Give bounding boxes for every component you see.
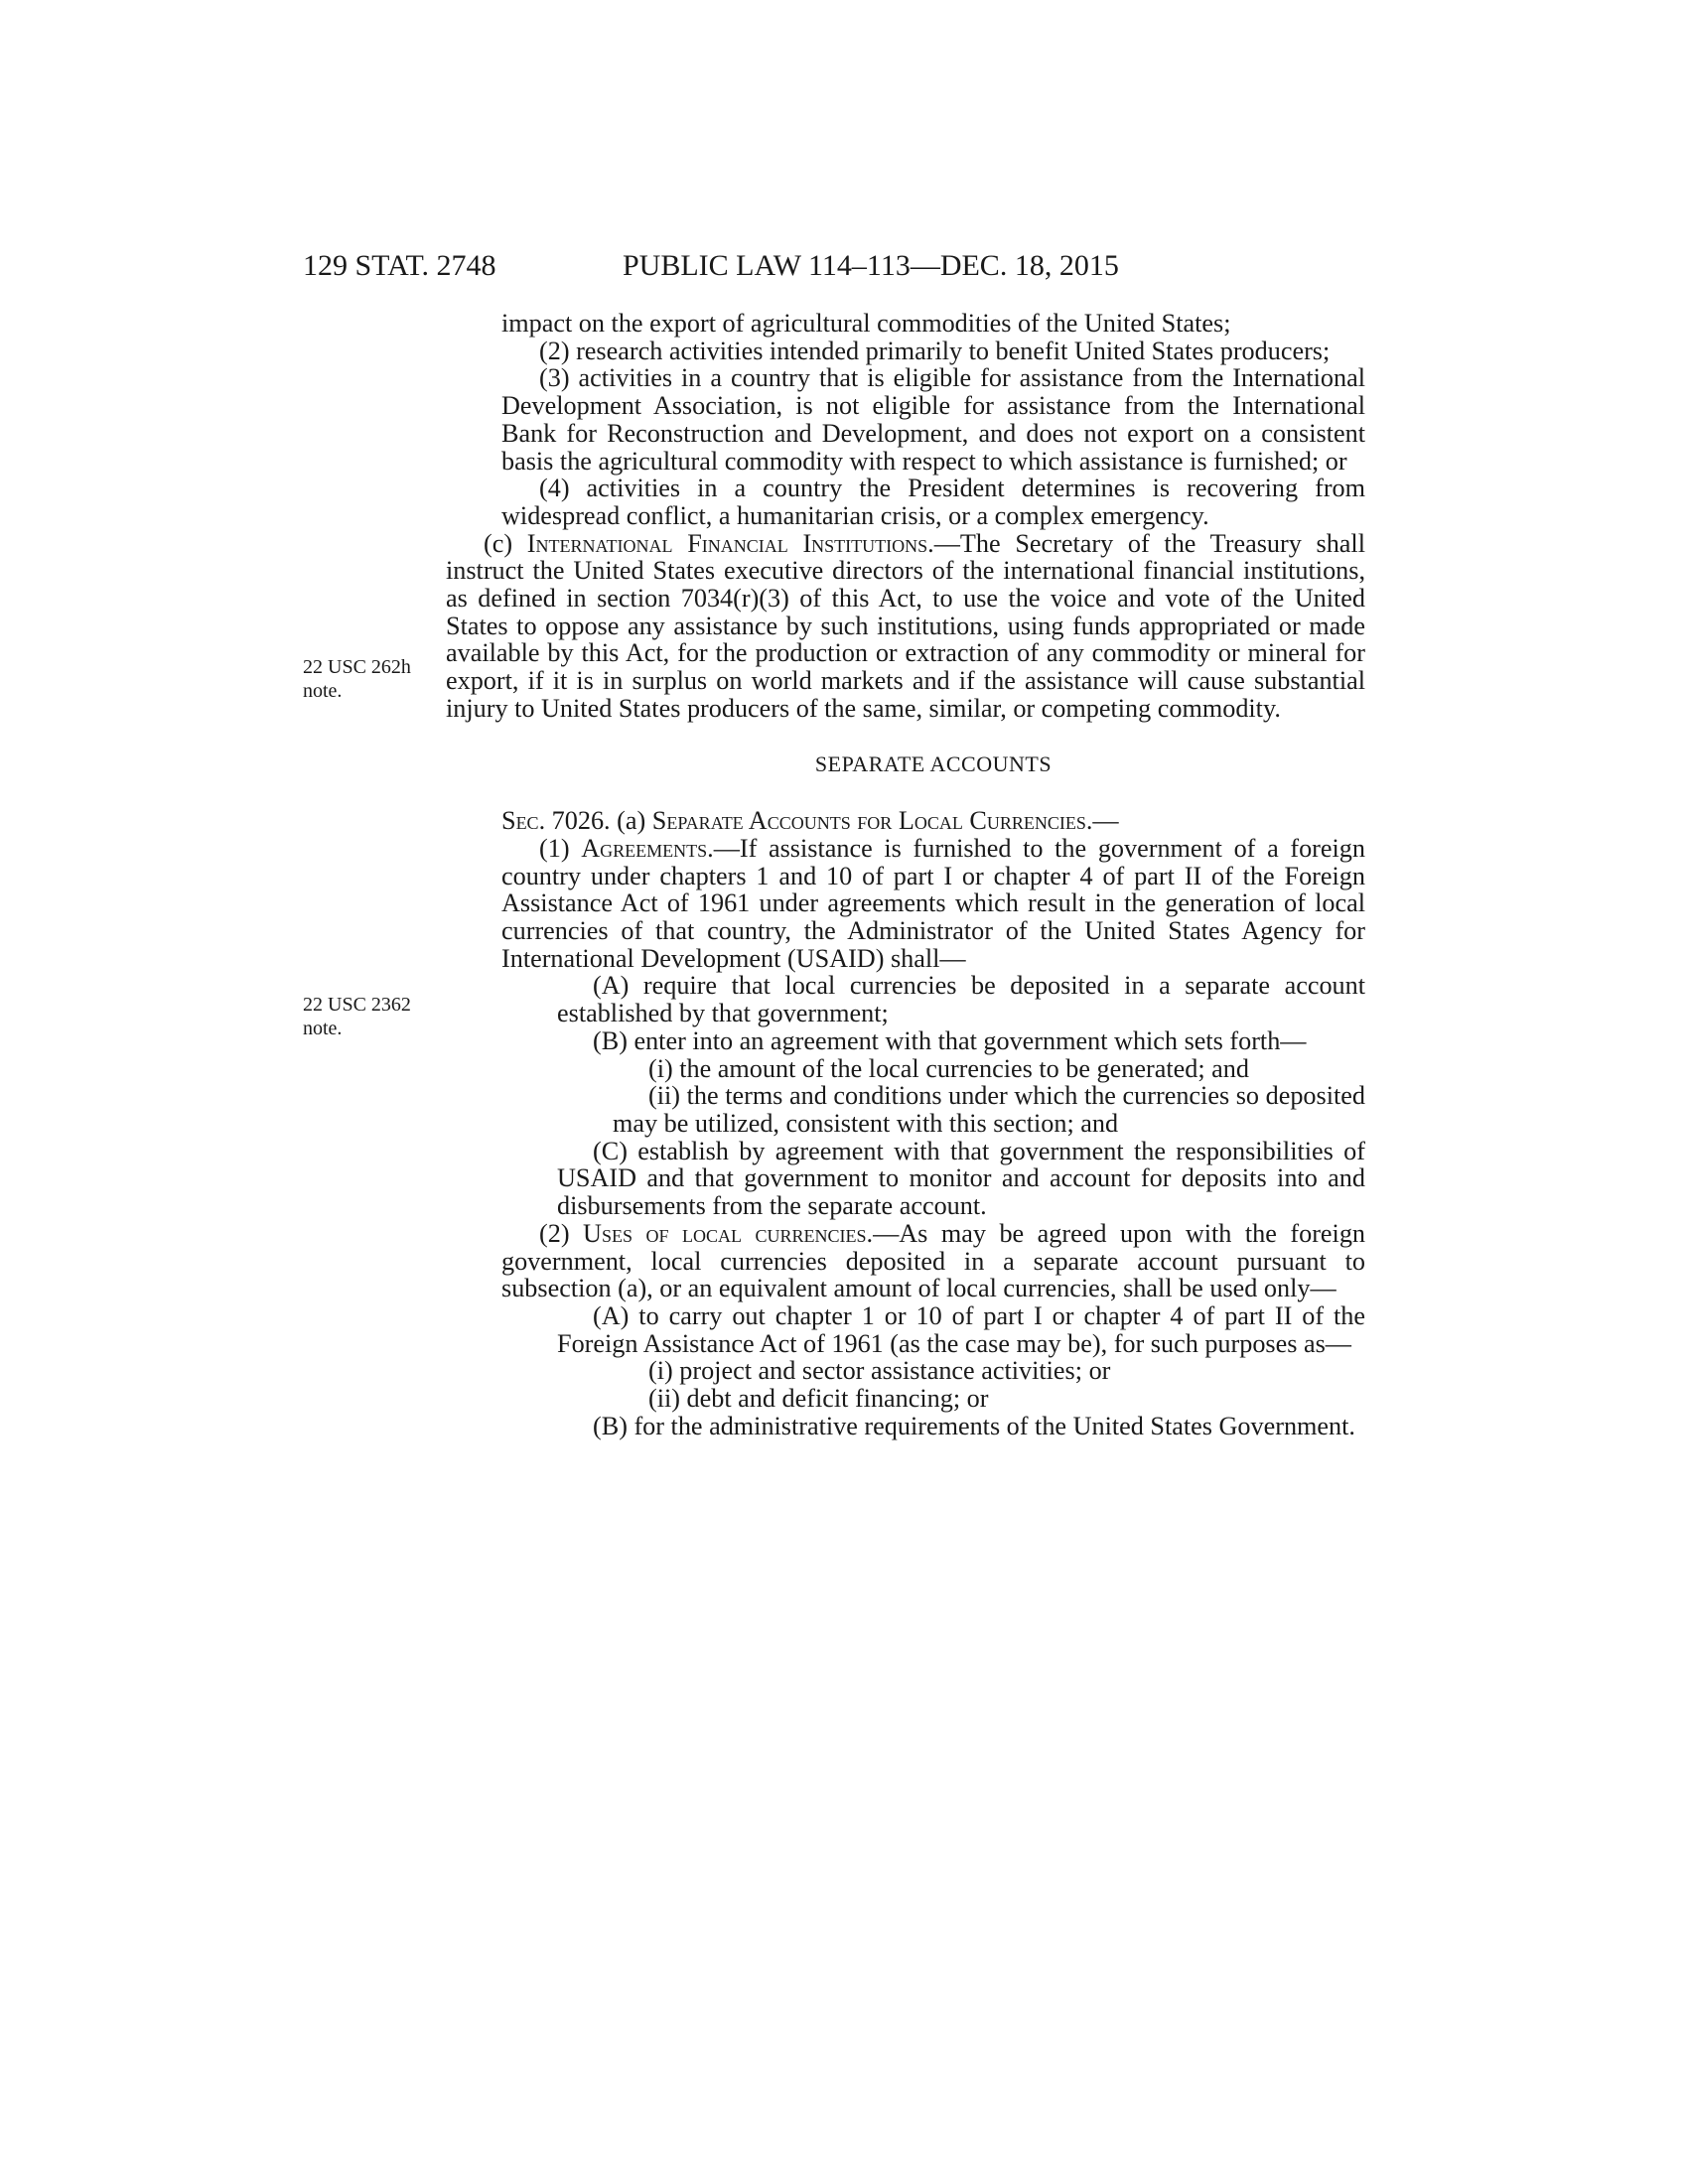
- paragraph-a2-text: .—As may be agreed upon with the foreign government, local currencies deposited in a separate account pursuant to subsection (a), or an equivalent amount of local currencies, shall be used only—: [501, 1218, 1366, 1303]
- clause-a2Ai: (i) project and sector assistance activities; or: [648, 1356, 1111, 1386]
- margin-note-citation: 22 USC 262h: [303, 656, 411, 678]
- section-heading: SEPARATE ACCOUNTS: [814, 751, 1053, 776]
- paragraph-a1-lead: (1): [539, 833, 582, 863]
- subparagraph-a2A: (A) to carry out chapter 1 or 10 of part I or chapter 4 of part II of the Foreign Assistance Act of 1961 (as the case may be), for such purposes as—: [557, 1300, 1365, 1358]
- section-7026-a: [501, 807, 1365, 835]
- clause-a1Bi: (i) the amount of the local currencies to be generated; and: [648, 1053, 1249, 1083]
- paragraph-a1-heading: Agreements: [581, 833, 708, 863]
- paragraph-a2-lead: (2): [539, 1218, 584, 1248]
- paragraph-a2-heading: Uses of local currencies: [583, 1218, 867, 1248]
- margin-note-usc-2362: [303, 993, 422, 1040]
- subparagraph-a2B: (B) for the administrative requirements of the United States Government.: [593, 1411, 1355, 1440]
- subsection-c: [446, 530, 1365, 723]
- margin-note-usc-262h: [303, 655, 422, 703]
- paragraph-a1-text: .—If assistance is furnished to the government of a foreign country under chapters 1 and 10 of part I or chapter 4 of part II of the Foreign Assistance Act of 1961 under agreements which result in the generation of local currencies of that country, the Administrator of the United States Agency for International Development (USAID) shall—: [501, 833, 1365, 973]
- clause-a1Bii: (ii) the terms and conditions under which the currencies so deposited may be utilized, consistent with this section; and: [613, 1081, 1365, 1138]
- subsection-a-dash: .—: [1085, 806, 1119, 836]
- clause-a2Aii: (ii) debt and deficit financing; or: [648, 1384, 989, 1414]
- paragraph-4: (4) activities in a country the President determines is recovering from widespread conflict, a humanitarian crisis, or a complex emergency.: [501, 474, 1365, 530]
- subsection-c-heading: International Financial Institutions: [526, 528, 928, 558]
- paragraph-3: (3) activities in a country that is eligible for assistance from the International Development Association, is not eligible for assistance from the International Bank for Reconstruction and Development, and does not export on a consistent basis the agricultural commodity with respect to which assistance is furnished; or: [501, 363, 1365, 476]
- subsection-c-text: .—The Secretary of the Treasury shall instruct the United States executive directors of the international financial institutions, as defined in section 7034(r)(3) of this Act, to use the voice and vote of the United States to oppose any assistance by such institutions, using funds appropriated or made available by this Act, for the production or extraction of any commodity or mineral for export, if it is in surplus on world markets and if the assistance will cause substantial injury to United States producers of the same, similar, or competing commodity.: [446, 528, 1365, 723]
- paragraph-continuation: impact on the export of agricultural commodities of the United States;: [501, 309, 1231, 338]
- subsection-a-heading: Separate Accounts for Local Currencies: [651, 806, 1086, 836]
- margin-note-label: note.: [303, 680, 343, 702]
- statute-page-number: 129 STAT. 2748: [303, 249, 496, 282]
- section-label: Sec: [501, 806, 539, 836]
- paragraph-2: (2) research activities intended primarily to benefit United States producers;: [539, 336, 1331, 365]
- subsection-c-lead: (c): [484, 528, 527, 558]
- page-body: [446, 309, 1366, 1440]
- subparagraph-a1B: (B) enter into an agreement with that government which sets forth—: [593, 1025, 1307, 1055]
- subparagraph-a1A: (A) require that local currencies be deposited in a separate account established by that government;: [557, 971, 1365, 1028]
- margin-note-label: note.: [303, 1018, 343, 1039]
- subparagraph-a1C: (C) establish by agreement with that government the responsibilities of USAID and that government to monitor and account for deposits into and disbursements from the separate account.: [557, 1136, 1365, 1221]
- public-law-title: PUBLIC LAW 114–113—DEC. 18, 2015: [623, 249, 1119, 282]
- section-number: . 7026. (a): [538, 806, 652, 836]
- page-header: [303, 246, 1216, 286]
- margin-note-citation: 22 USC 2362: [303, 994, 411, 1016]
- paragraph-a2: [501, 1220, 1365, 1302]
- paragraph-a1: [501, 835, 1365, 973]
